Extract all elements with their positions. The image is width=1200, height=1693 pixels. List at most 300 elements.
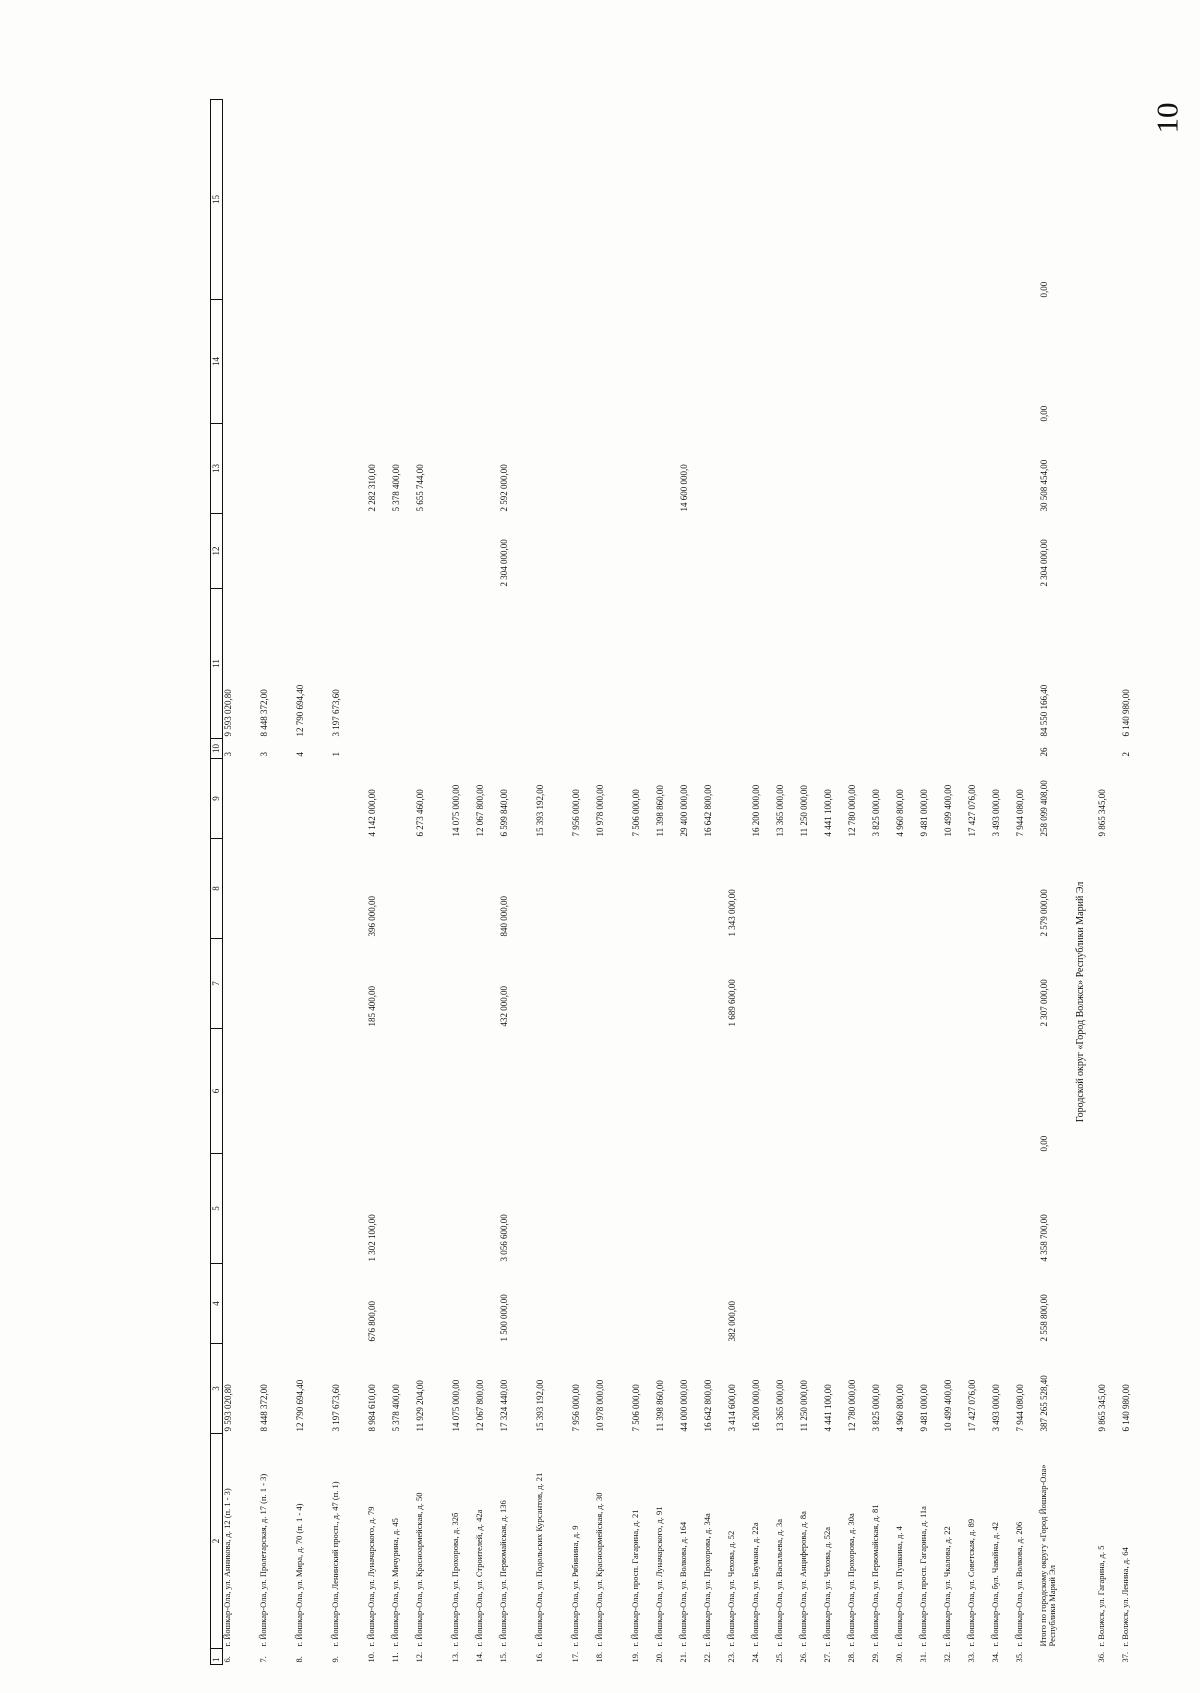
value-cell-5 bbox=[259, 1154, 295, 1264]
value-cell-12 bbox=[571, 514, 595, 589]
value-cell-6 bbox=[451, 1029, 475, 1154]
value-cell-4 bbox=[223, 1264, 260, 1344]
value-cell-8: 840 000,00 bbox=[499, 896, 509, 937]
value-cell-12 bbox=[631, 514, 655, 589]
value-cell-10 bbox=[499, 739, 535, 759]
value-cell-13 bbox=[727, 424, 751, 514]
value-cell-8 bbox=[703, 839, 727, 939]
value-cell-5 bbox=[847, 1154, 871, 1264]
column-header: 5 bbox=[211, 1154, 223, 1264]
value-cell-12 bbox=[823, 514, 847, 589]
value-cell-11 bbox=[475, 589, 499, 739]
value-cell-7 bbox=[847, 939, 871, 1029]
value-cell-7 bbox=[535, 939, 571, 1029]
address-cell: г. Йошкар-Ола, ул. Мичурина, д. 45 bbox=[390, 1518, 400, 1647]
value-cell-6 bbox=[895, 1029, 919, 1154]
value-cell-11 bbox=[595, 589, 631, 739]
value-cell-9: 11 250 000,00 bbox=[799, 785, 809, 837]
value-cell-5 bbox=[775, 1154, 799, 1264]
value-cell-9: 12 067 800,00 bbox=[475, 784, 485, 837]
value-cell-11: 9 593 020,80 bbox=[223, 689, 233, 737]
value-cell-12 bbox=[775, 514, 799, 589]
row-index: 15. bbox=[498, 1651, 508, 1663]
value-cell-15 bbox=[727, 100, 751, 300]
value-cell-9: 11 398 860,00 bbox=[655, 785, 665, 837]
value-cell-8: 2 579 000,00 bbox=[1039, 889, 1049, 937]
value-cell-14 bbox=[871, 300, 895, 424]
value-cell-4 bbox=[871, 1264, 895, 1344]
value-cell-10 bbox=[1097, 739, 1121, 759]
table-body-volzhsk bbox=[1097, 100, 1145, 1665]
value-cell-12 bbox=[799, 514, 823, 589]
value-cell-14 bbox=[1097, 300, 1121, 424]
value-cell-10: 4 bbox=[295, 752, 305, 757]
value-cell-7 bbox=[415, 939, 451, 1029]
value-cell-14 bbox=[331, 300, 367, 424]
value-cell-5 bbox=[655, 1154, 679, 1264]
value-cell-12 bbox=[703, 514, 727, 589]
value-cell-4 bbox=[919, 1264, 943, 1344]
table-row bbox=[679, 100, 703, 1665]
value-cell-8: 1 343 000,00 bbox=[727, 889, 737, 937]
value-cell-13 bbox=[871, 424, 895, 514]
value-cell-10 bbox=[595, 739, 631, 759]
value-cell-3: 12 780 000,00 bbox=[847, 1379, 857, 1432]
value-cell-5 bbox=[535, 1154, 571, 1264]
value-cell-15 bbox=[847, 100, 871, 300]
value-cell-4 bbox=[1015, 1264, 1039, 1344]
address-cell: г. Йошкар-Ола, ул. Подольских Курсантов, д. 21 bbox=[534, 1472, 544, 1647]
value-cell-6 bbox=[655, 1029, 679, 1154]
value-cell-6 bbox=[823, 1029, 847, 1154]
value-cell-14 bbox=[631, 300, 655, 424]
value-cell-5 bbox=[595, 1154, 631, 1264]
value-cell-5 bbox=[871, 1154, 895, 1264]
value-cell-4 bbox=[331, 1264, 367, 1344]
value-cell-7 bbox=[595, 939, 631, 1029]
value-cell-9 bbox=[223, 759, 260, 839]
value-cell-14 bbox=[415, 300, 451, 424]
value-cell-5 bbox=[415, 1154, 451, 1264]
value-cell-11 bbox=[727, 589, 751, 739]
value-cell-14 bbox=[943, 300, 967, 424]
value-cell-14 bbox=[391, 300, 415, 424]
value-cell-6 bbox=[967, 1029, 991, 1154]
value-cell-6 bbox=[223, 1029, 260, 1154]
value-cell-5 bbox=[223, 1154, 260, 1264]
column-header: 11 bbox=[211, 589, 223, 739]
value-cell-10 bbox=[847, 739, 871, 759]
value-cell-4 bbox=[679, 1264, 703, 1344]
value-cell-9: 10 499 400,00 bbox=[943, 784, 953, 837]
value-cell-9: 4 960 800,00 bbox=[895, 789, 905, 837]
value-cell-3: 387 265 528,40 bbox=[1039, 1375, 1049, 1432]
value-cell-12 bbox=[415, 514, 451, 589]
value-cell-11 bbox=[823, 589, 847, 739]
value-cell-8 bbox=[991, 839, 1015, 939]
value-cell-12 bbox=[451, 514, 475, 589]
address-cell: Итого по городскому округу «Город Йошкар-Ола» Республики Марий Эл bbox=[1038, 1464, 1058, 1647]
table-row bbox=[295, 100, 331, 1665]
value-cell-15 bbox=[223, 100, 260, 300]
row-index: 37. bbox=[1120, 1651, 1130, 1663]
value-cell-13 bbox=[967, 424, 991, 514]
value-cell-8 bbox=[967, 839, 991, 939]
value-cell-15 bbox=[991, 100, 1015, 300]
value-cell-7 bbox=[967, 939, 991, 1029]
value-cell-11 bbox=[451, 589, 475, 739]
value-cell-15 bbox=[919, 100, 943, 300]
value-cell-3: 7 956 000,00 bbox=[571, 1384, 581, 1432]
row-index: 36. bbox=[1096, 1651, 1106, 1663]
value-cell-8 bbox=[1015, 839, 1039, 939]
value-cell-10 bbox=[703, 739, 727, 759]
value-cell-11 bbox=[535, 589, 571, 739]
value-cell-14 bbox=[655, 300, 679, 424]
value-cell-4 bbox=[451, 1264, 475, 1344]
value-cell-14 bbox=[727, 300, 751, 424]
value-cell-15 bbox=[535, 100, 571, 300]
value-cell-6 bbox=[535, 1029, 571, 1154]
value-cell-9: 29 400 000,00 bbox=[679, 784, 689, 837]
value-cell-12 bbox=[991, 514, 1015, 589]
table-row bbox=[499, 100, 535, 1665]
value-cell-10 bbox=[751, 739, 775, 759]
value-cell-6 bbox=[943, 1029, 967, 1154]
value-cell-11 bbox=[799, 589, 823, 739]
value-cell-12 bbox=[655, 514, 679, 589]
column-header: 6 bbox=[211, 1029, 223, 1154]
value-cell-12 bbox=[1121, 514, 1145, 589]
value-cell-9: 13 365 000,00 bbox=[775, 784, 785, 837]
row-index: 31. bbox=[918, 1651, 928, 1663]
value-cell-15 bbox=[1097, 100, 1121, 300]
value-cell-13 bbox=[751, 424, 775, 514]
value-cell-10 bbox=[391, 739, 415, 759]
value-cell-9: 15 393 192,00 bbox=[535, 784, 545, 837]
value-cell-4: 676 800,00 bbox=[367, 1301, 377, 1342]
value-cell-9: 7 506 000,00 bbox=[631, 789, 641, 837]
value-cell-14 bbox=[259, 300, 295, 424]
value-cell-5 bbox=[751, 1154, 775, 1264]
value-cell-10 bbox=[655, 739, 679, 759]
value-cell-6 bbox=[571, 1029, 595, 1154]
value-cell-4 bbox=[655, 1264, 679, 1344]
value-cell-8 bbox=[571, 839, 595, 939]
address-cell: г. Йошкар-Ола, ул. Первомайская, д. 81 bbox=[870, 1504, 880, 1647]
value-cell-6 bbox=[331, 1029, 367, 1154]
value-cell-12 bbox=[727, 514, 751, 589]
row-index: 29. bbox=[870, 1651, 880, 1663]
value-cell-3: 10 499 400,00 bbox=[943, 1379, 953, 1432]
value-cell-11 bbox=[415, 589, 451, 739]
value-cell-10 bbox=[895, 739, 919, 759]
value-cell-10 bbox=[775, 739, 799, 759]
row-index: 19. bbox=[630, 1651, 640, 1663]
address-cell: г. Йошкар-Ола, ул. Прохорова, д. 30а bbox=[846, 1513, 856, 1647]
value-cell-4 bbox=[895, 1264, 919, 1344]
value-cell-7 bbox=[1015, 939, 1039, 1029]
address-cell: г. Йошкар-Ола, ул. Васильева, д. 3а bbox=[774, 1518, 784, 1647]
value-cell-14 bbox=[751, 300, 775, 424]
value-cell-3: 9 481 000,00 bbox=[919, 1384, 929, 1432]
value-cell-4 bbox=[967, 1264, 991, 1344]
value-cell-15 bbox=[823, 100, 847, 300]
column-header: 12 bbox=[211, 514, 223, 589]
value-cell-4 bbox=[991, 1264, 1015, 1344]
value-cell-14 bbox=[775, 300, 799, 424]
value-cell-15 bbox=[259, 100, 295, 300]
row-index: 26. bbox=[798, 1651, 808, 1663]
value-cell-15 bbox=[943, 100, 967, 300]
value-cell-3: 13 365 000,00 bbox=[775, 1379, 785, 1432]
value-cell-8 bbox=[415, 839, 451, 939]
value-cell-5 bbox=[331, 1154, 367, 1264]
row-index: 14. bbox=[474, 1651, 484, 1663]
value-cell-15 bbox=[871, 100, 895, 300]
value-cell-14 bbox=[895, 300, 919, 424]
value-cell-10 bbox=[919, 739, 943, 759]
value-cell-3: 7 506 000,00 bbox=[631, 1384, 641, 1432]
value-cell-13: 2 592 000,00 bbox=[499, 464, 509, 512]
value-cell-6 bbox=[259, 1029, 295, 1154]
value-cell-7 bbox=[475, 939, 499, 1029]
total-row bbox=[1039, 100, 1075, 1665]
value-cell-5 bbox=[1121, 1154, 1145, 1264]
value-cell-9: 12 780 000,00 bbox=[847, 784, 857, 837]
value-cell-7 bbox=[871, 939, 895, 1029]
value-cell-7 bbox=[631, 939, 655, 1029]
value-cell-9 bbox=[295, 759, 331, 839]
value-cell-3: 4 960 800,00 bbox=[895, 1384, 905, 1432]
value-cell-4 bbox=[391, 1264, 415, 1344]
value-cell-14 bbox=[1015, 300, 1039, 424]
value-cell-11 bbox=[847, 589, 871, 739]
value-cell-15 bbox=[1015, 100, 1039, 300]
column-header: 10 bbox=[211, 739, 223, 759]
value-cell-6 bbox=[1015, 1029, 1039, 1154]
row-index: 9. bbox=[330, 1656, 340, 1663]
address-cell: г. Йошкар-Ола, ул. Красноармейская, д. 30 bbox=[594, 1492, 604, 1647]
value-cell-12 bbox=[295, 514, 331, 589]
value-cell-11 bbox=[871, 589, 895, 739]
value-cell-9: 10 978 000,00 bbox=[595, 784, 605, 837]
value-cell-5 bbox=[475, 1154, 499, 1264]
value-cell-6 bbox=[415, 1029, 451, 1154]
value-cell-11 bbox=[703, 589, 727, 739]
value-cell-3: 3 825 000,00 bbox=[871, 1384, 881, 1432]
table-row bbox=[391, 100, 415, 1665]
table-row bbox=[595, 100, 631, 1665]
value-cell-9: 258 099 408,00 bbox=[1039, 780, 1049, 837]
address-cell: г. Йошкар-Ола, ул. Прохорова, д. 32б bbox=[450, 1512, 460, 1647]
row-index: 20. bbox=[654, 1651, 664, 1663]
value-cell-8 bbox=[655, 839, 679, 939]
value-cell-5 bbox=[703, 1154, 727, 1264]
value-cell-13 bbox=[799, 424, 823, 514]
row-index: 13. bbox=[450, 1651, 460, 1663]
row-index: 18. bbox=[594, 1651, 604, 1663]
value-cell-11 bbox=[943, 589, 967, 739]
value-cell-4 bbox=[295, 1264, 331, 1344]
value-cell-8 bbox=[679, 839, 703, 939]
table-row bbox=[259, 100, 295, 1665]
value-cell-9: 14 075 000,00 bbox=[451, 784, 461, 837]
table-row bbox=[451, 100, 475, 1665]
address-cell: г. Волжск, ул. Ленина, д. 64 bbox=[1120, 1547, 1130, 1647]
value-cell-9: 9 865 345,00 bbox=[1097, 789, 1107, 837]
value-cell-9 bbox=[331, 759, 367, 839]
repair-costs-table bbox=[210, 99, 1145, 1665]
value-cell-11 bbox=[991, 589, 1015, 739]
table-row bbox=[967, 100, 991, 1665]
value-cell-13: 5 655 744,00 bbox=[415, 464, 425, 512]
value-cell-9: 6 273 460,00 bbox=[415, 789, 425, 837]
value-cell-10 bbox=[967, 739, 991, 759]
value-cell-14 bbox=[991, 300, 1015, 424]
value-cell-5 bbox=[727, 1154, 751, 1264]
value-cell-5 bbox=[679, 1154, 703, 1264]
value-cell-13 bbox=[631, 424, 655, 514]
value-cell-10 bbox=[871, 739, 895, 759]
value-cell-9: 6 599 840,00 bbox=[499, 789, 509, 837]
value-cell-7: 185 400,00 bbox=[367, 986, 377, 1027]
table-row bbox=[415, 100, 451, 1665]
value-cell-10 bbox=[415, 739, 451, 759]
value-cell-4 bbox=[259, 1264, 295, 1344]
value-cell-15 bbox=[367, 100, 391, 300]
value-cell-3: 9 865 345,00 bbox=[1097, 1384, 1107, 1432]
value-cell-11 bbox=[775, 589, 799, 739]
value-cell-13 bbox=[943, 424, 967, 514]
value-cell-7 bbox=[679, 939, 703, 1029]
value-cell-15 bbox=[631, 100, 655, 300]
address-cell: г. Йошкар-Ола, ул. Волкова, д. 206 bbox=[1014, 1521, 1024, 1647]
value-cell-5 bbox=[631, 1154, 655, 1264]
value-cell-10 bbox=[943, 739, 967, 759]
value-cell-12 bbox=[895, 514, 919, 589]
value-cell-9 bbox=[259, 759, 295, 839]
table-row bbox=[799, 100, 823, 1665]
value-cell-13 bbox=[823, 424, 847, 514]
value-cell-3: 16 642 800,00 bbox=[703, 1379, 713, 1432]
value-cell-11 bbox=[895, 589, 919, 739]
value-cell-11 bbox=[571, 589, 595, 739]
value-cell-14 bbox=[571, 300, 595, 424]
value-cell-8 bbox=[295, 839, 331, 939]
value-cell-3: 11 929 204,00 bbox=[415, 1380, 425, 1432]
table-row bbox=[703, 100, 727, 1665]
address-cell: г. Йошкар-Ола, ул. Советская, д. 89 bbox=[966, 1518, 976, 1647]
value-cell-5 bbox=[1097, 1154, 1121, 1264]
table-body-yoshkar-ola bbox=[223, 100, 1040, 1665]
value-cell-15 bbox=[799, 100, 823, 300]
value-cell-10 bbox=[631, 739, 655, 759]
value-cell-6 bbox=[919, 1029, 943, 1154]
value-cell-7 bbox=[571, 939, 595, 1029]
value-cell-13: 30 508 454,00 bbox=[1039, 459, 1049, 512]
value-cell-3: 11 250 000,00 bbox=[799, 1380, 809, 1432]
value-cell-8 bbox=[223, 839, 260, 939]
value-cell-9: 3 493 000,00 bbox=[991, 789, 1001, 837]
value-cell-9: 9 481 000,00 bbox=[919, 789, 929, 837]
value-cell-3: 14 075 000,00 bbox=[451, 1379, 461, 1432]
value-cell-9: 16 642 800,00 bbox=[703, 784, 713, 837]
row-index: 11. bbox=[390, 1652, 400, 1663]
table-row bbox=[223, 100, 260, 1665]
table-row bbox=[1121, 100, 1145, 1665]
value-cell-10: 2 bbox=[1121, 752, 1131, 757]
value-cell-6 bbox=[475, 1029, 499, 1154]
value-cell-14 bbox=[535, 300, 571, 424]
value-cell-14: 0,00 bbox=[1039, 405, 1049, 422]
table-row bbox=[1097, 100, 1121, 1665]
value-cell-6 bbox=[295, 1029, 331, 1154]
value-cell-12 bbox=[595, 514, 631, 589]
value-cell-15 bbox=[895, 100, 919, 300]
table-total bbox=[1039, 100, 1075, 1665]
value-cell-15 bbox=[595, 100, 631, 300]
value-cell-7 bbox=[391, 939, 415, 1029]
address-cell: г. Йошкар-Ола, ул. Красноармейская, д. 50 bbox=[414, 1492, 424, 1647]
value-cell-12 bbox=[751, 514, 775, 589]
value-cell-10 bbox=[451, 739, 475, 759]
value-cell-3: 4 441 100,00 bbox=[823, 1384, 833, 1432]
value-cell-4 bbox=[631, 1264, 655, 1344]
value-cell-11 bbox=[655, 589, 679, 739]
value-cell-14 bbox=[1121, 300, 1145, 424]
value-cell-11: 12 790 694,40 bbox=[295, 684, 305, 737]
page-number: 10 bbox=[1149, 102, 1185, 134]
row-index: 32. bbox=[942, 1651, 952, 1663]
value-cell-7 bbox=[703, 939, 727, 1029]
value-cell-14 bbox=[799, 300, 823, 424]
address-cell: г. Йошкар-Ола, Ленинский просп., д. 47 (п. 1) bbox=[330, 1481, 340, 1647]
value-cell-7 bbox=[1121, 939, 1145, 1029]
value-cell-5 bbox=[391, 1154, 415, 1264]
value-cell-14 bbox=[679, 300, 703, 424]
value-cell-10 bbox=[799, 739, 823, 759]
value-cell-6 bbox=[391, 1029, 415, 1154]
value-cell-11 bbox=[919, 589, 943, 739]
value-cell-6 bbox=[847, 1029, 871, 1154]
value-cell-13 bbox=[1097, 424, 1121, 514]
table-row bbox=[751, 100, 775, 1665]
value-cell-15 bbox=[1121, 100, 1145, 300]
value-cell-12 bbox=[331, 514, 367, 589]
value-cell-14 bbox=[967, 300, 991, 424]
table-row bbox=[631, 100, 655, 1665]
value-cell-7 bbox=[775, 939, 799, 1029]
value-cell-14 bbox=[823, 300, 847, 424]
value-cell-8 bbox=[595, 839, 631, 939]
column-header: 13 bbox=[211, 424, 223, 514]
value-cell-5: 1 302 100,00 bbox=[367, 1214, 377, 1262]
table-row bbox=[727, 100, 751, 1665]
value-cell-14 bbox=[223, 300, 260, 424]
value-cell-8 bbox=[823, 839, 847, 939]
value-cell-6 bbox=[991, 1029, 1015, 1154]
value-cell-11 bbox=[499, 589, 535, 739]
table-row bbox=[475, 100, 499, 1665]
value-cell-13 bbox=[991, 424, 1015, 514]
column-header: 14 bbox=[211, 300, 223, 424]
value-cell-4: 1 500 000,00 bbox=[499, 1294, 509, 1342]
value-cell-10 bbox=[367, 739, 391, 759]
column-header: 7 bbox=[211, 939, 223, 1029]
value-cell-14 bbox=[919, 300, 943, 424]
row-index: 10. bbox=[366, 1651, 376, 1663]
